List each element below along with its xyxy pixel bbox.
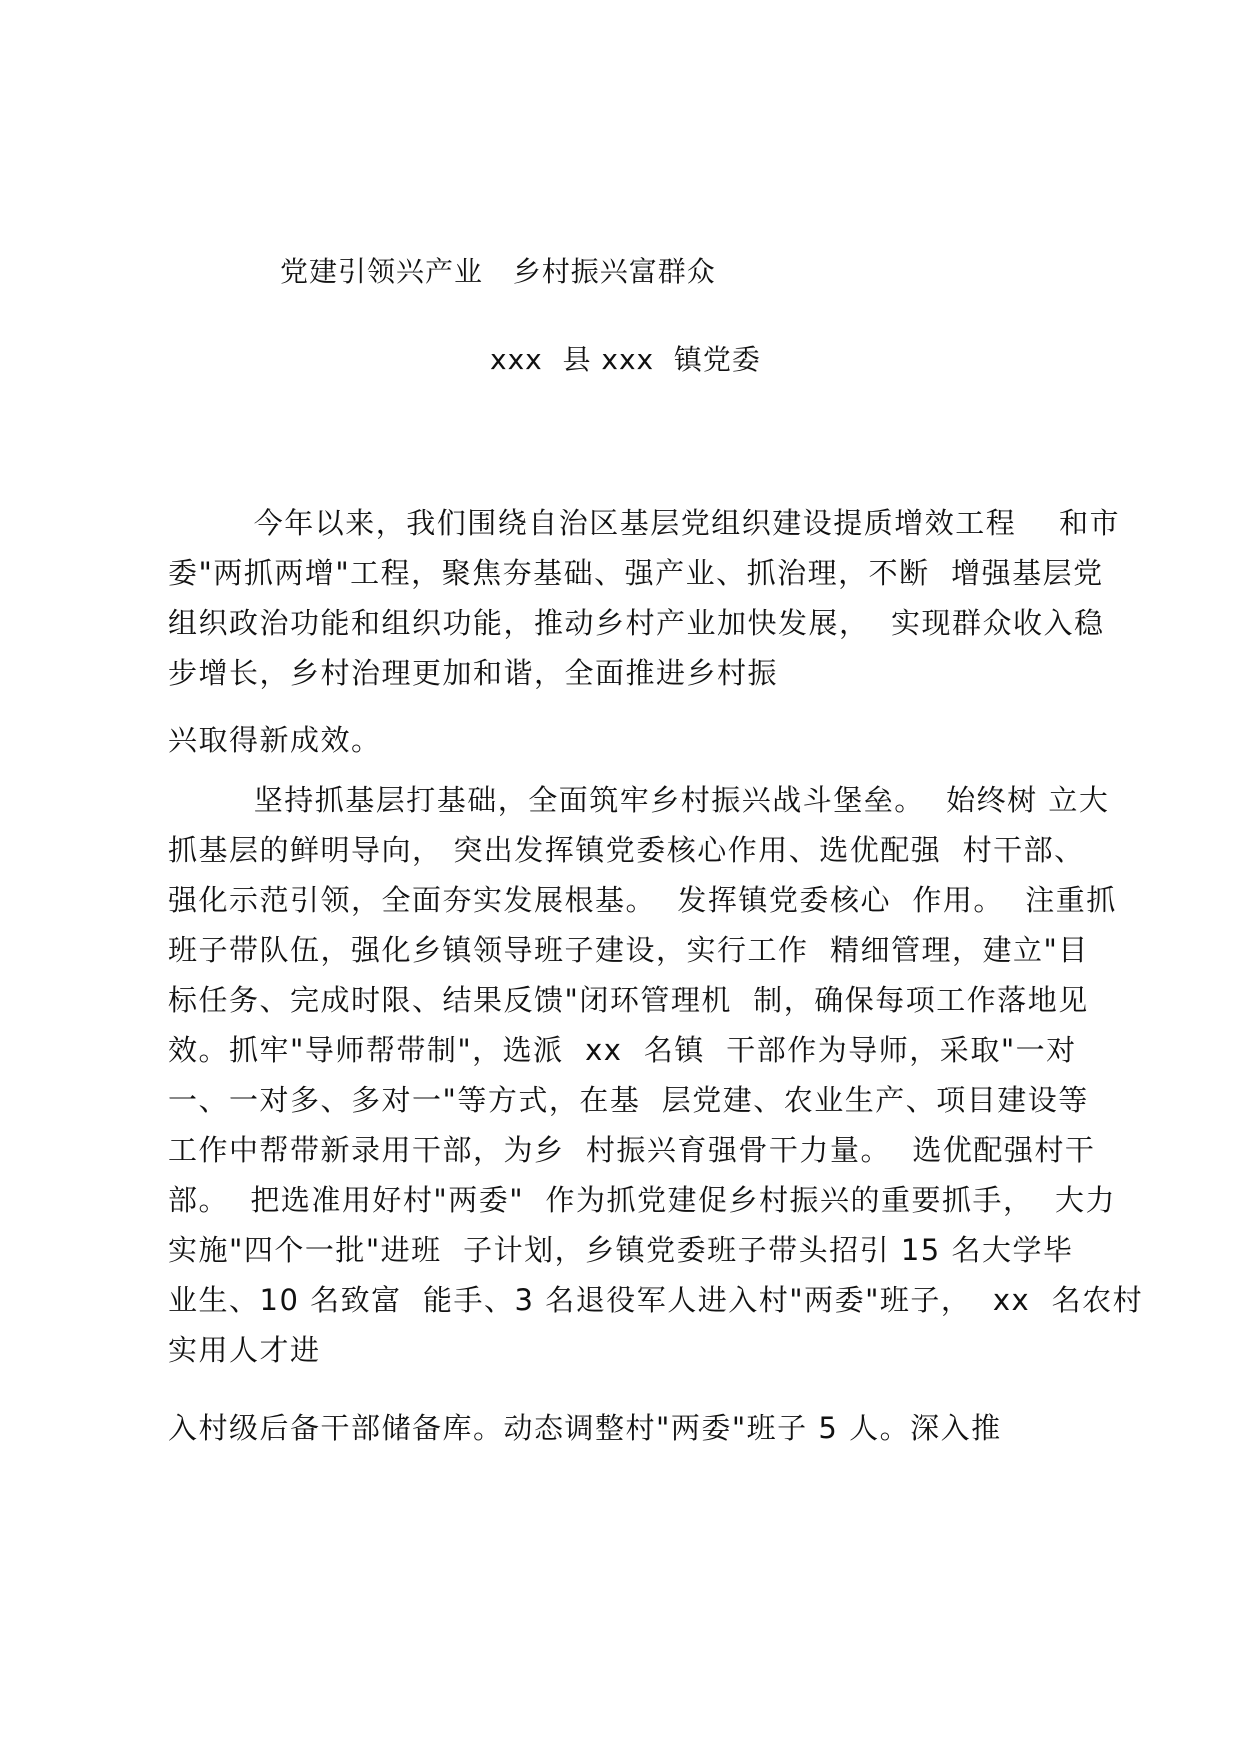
body-line: 坚持抓基层打基础，全面筑牢乡村振兴战斗堡垒。 始终树 立大: [168, 783, 1110, 817]
body-line: 入村级后备干部储备库。动态调整村"两委"班子 5 人。深入推: [168, 1411, 1002, 1445]
body-line: 组织政治功能和组织功能，推动乡村产业加快发展， 实现群众收入稳: [168, 606, 1105, 640]
body-line: 标任务、完成时限、结果反馈"闭环管理机 制，确保每项工作落地见: [168, 983, 1089, 1017]
body-line: 部。 把选准用好村"两委" 作为抓党建促乡村振兴的重要抓手， 大力: [168, 1183, 1116, 1217]
body-line: 抓基层的鲜明导向， 突出发挥镇党委核心作用、选优配强 村干部、: [168, 833, 1085, 867]
body-line: 强化示范引领，全面夯实发展根基。 发挥镇党委核心 作用。 注重抓: [168, 883, 1117, 917]
body-line: 班子带队伍，强化乡镇领导班子建设，实行工作 精细管理，建立"目: [168, 933, 1089, 967]
body-line: 一、一对多、多对一"等方式，在基 层党建、农业生产、项目建设等: [168, 1083, 1089, 1117]
body-line: 步增长，乡村治理更加和谐，全面推进乡村振: [168, 656, 779, 690]
body-line: 实用人才进: [168, 1333, 321, 1367]
body-line: 效。抓牢"导师帮带制"，选派 xx 名镇 干部作为导师，采取"一对: [168, 1033, 1077, 1067]
body-line: 委"两抓两增"工程，聚焦夯基础、强产业、抓治理，不断 增强基层党: [168, 556, 1104, 590]
body-line: 业生、10 名致富 能手、3 名退役军人进入村"两委"班子， xx 名农村: [168, 1283, 1144, 1317]
body-line: 今年以来，我们围绕自治区基层党组织建设提质增效工程 和市: [168, 506, 1121, 540]
document-author: xxx 县 xxx 镇党委: [490, 343, 761, 376]
body-line: 兴取得新成效。: [168, 723, 382, 757]
body-line: 工作中帮带新录用干部，为乡 村振兴育强骨干力量。 选优配强村干: [168, 1133, 1096, 1167]
body-line: 实施"四个一批"进班 子计划，乡镇党委班子带头招引 15 名大学毕: [168, 1233, 1074, 1267]
document-title: 党建引领兴产业 乡村振兴富群众: [280, 255, 716, 288]
